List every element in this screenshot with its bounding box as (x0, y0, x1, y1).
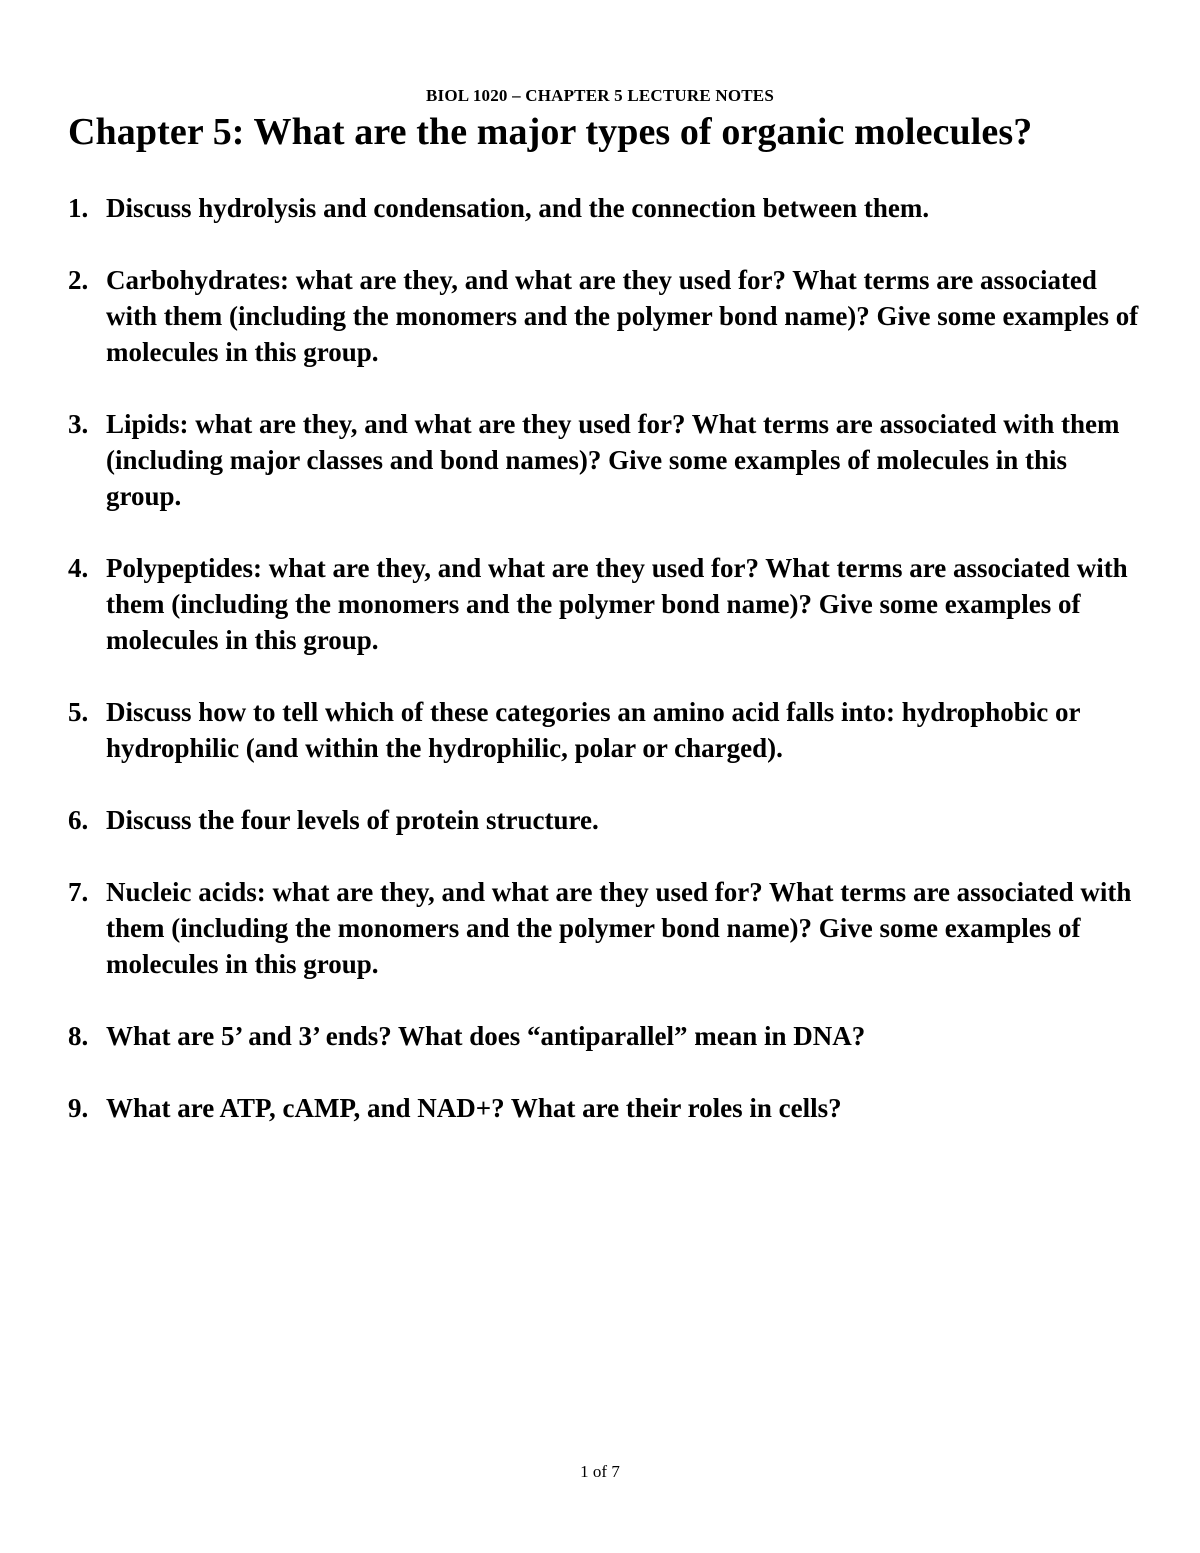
question-number: 6. (68, 805, 89, 835)
question-text: What are 5’ and 3’ ends? What does “antiparallel” mean in DNA? (106, 1021, 866, 1051)
question-number: 4. (68, 553, 89, 583)
question-number: 1. (68, 193, 89, 223)
question-text: Carbohydrates: what are they, and what are they used for? What terms are associated with them (including the monomers and the polymer bond name)? Give some examples of molecules in this group. (106, 265, 1139, 367)
question-text: Nucleic acids: what are they, and what are they used for? What terms are associated with them (including the monomers and the polymer bond name)? Give some examples of molecules in this group. (106, 877, 1132, 979)
question-list (68, 190, 1148, 1162)
question-item (68, 802, 1148, 838)
question-item (68, 1018, 1148, 1054)
page-number: 1 of 7 (580, 1462, 620, 1481)
question-number: 9. (68, 1093, 89, 1123)
question-text: Polypeptides: what are they, and what are they used for? What terms are associated with them (including the monomers and the polymer bond name)? Give some examples of molecules in this group. (106, 553, 1128, 655)
question-number: 5. (68, 697, 89, 727)
question-text: Discuss the four levels of protein structure. (106, 805, 599, 835)
document-header: BIOL 1020 – CHAPTER 5 LECTURE NOTES (425, 86, 774, 105)
page-title: Chapter 5: What are the major types of organic molecules? (68, 111, 1033, 153)
question-item (68, 550, 1148, 658)
question-number: 8. (68, 1021, 89, 1051)
question-item (68, 190, 1148, 226)
question-item (68, 874, 1148, 982)
question-item (68, 406, 1148, 514)
question-text: Lipids: what are they, and what are they used for? What terms are associated with them (including major classes and bond names)? Give some examples of molecules in this group. (106, 409, 1120, 511)
question-number: 2. (68, 265, 89, 295)
question-item (68, 1090, 1148, 1126)
question-number: 7. (68, 877, 89, 907)
question-item (68, 262, 1148, 370)
question-item (68, 694, 1148, 766)
question-text: What are ATP, cAMP, and NAD+? What are their roles in cells? (106, 1093, 842, 1123)
question-number: 3. (68, 409, 89, 439)
question-text: Discuss how to tell which of these categories an amino acid falls into: hydrophobic or hydrophilic (and within the hydrophilic, polar or charged). (106, 697, 1081, 763)
question-text: Discuss hydrolysis and condensation, and the connection between them. (106, 193, 930, 223)
